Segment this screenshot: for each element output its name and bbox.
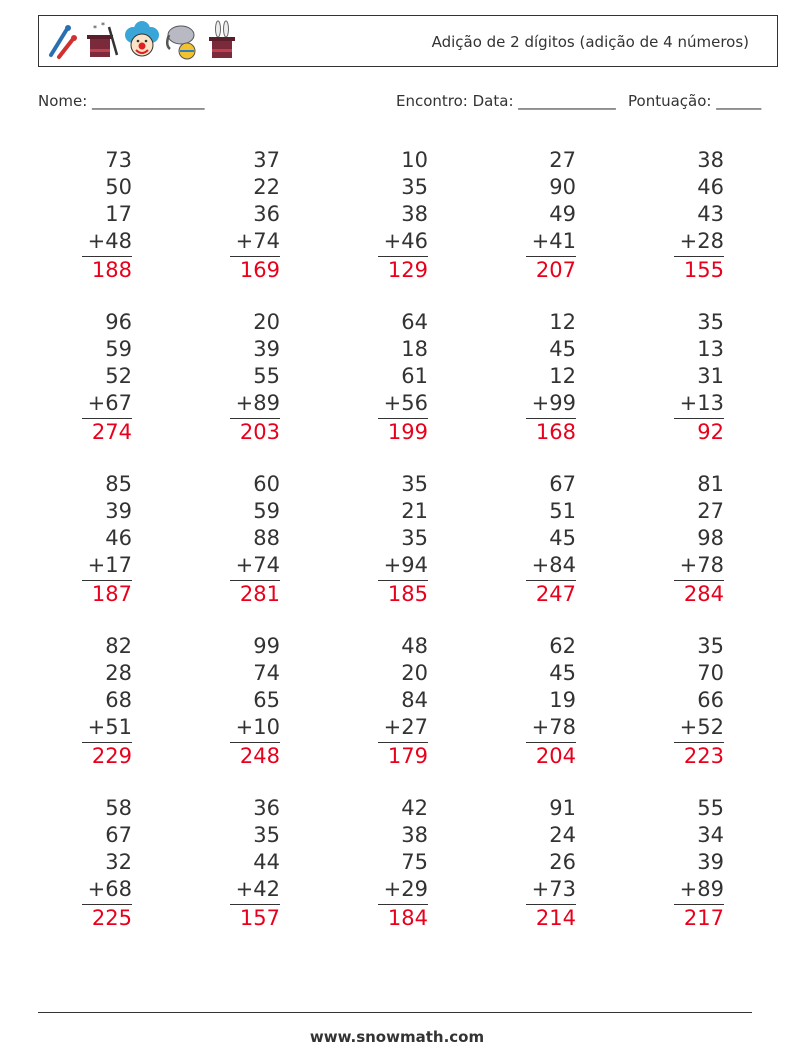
addition-problem: [62, 471, 132, 607]
addend: 64: [401, 310, 428, 334]
addend: 49: [549, 202, 576, 226]
svg-text:*: *: [93, 24, 97, 33]
addend: 55: [253, 364, 280, 388]
last-addend: +99: [531, 391, 576, 415]
addition-problem: [62, 633, 132, 769]
last-addend: +84: [531, 553, 576, 577]
answer: 155: [683, 258, 724, 282]
last-addend: +29: [383, 877, 428, 901]
addition-problem: [506, 633, 576, 769]
addend: 21: [401, 499, 428, 523]
addend: 35: [401, 175, 428, 199]
addend: 12: [549, 364, 576, 388]
addend: 35: [697, 310, 724, 334]
addition-problem: [654, 147, 724, 283]
addend: 68: [105, 688, 132, 712]
addend: 46: [697, 175, 724, 199]
last-addend: +78: [531, 715, 576, 739]
addend: 55: [697, 796, 724, 820]
addend: 58: [105, 796, 132, 820]
addend: 96: [105, 310, 132, 334]
addend: 36: [253, 796, 280, 820]
addend: 82: [105, 634, 132, 658]
addition-problem: [358, 633, 428, 769]
juggling-clubs-icon: [45, 19, 79, 63]
addition-problem: [654, 471, 724, 607]
addition-problem: [210, 309, 280, 445]
addend: 62: [549, 634, 576, 658]
addend: 38: [401, 823, 428, 847]
answer: 284: [683, 582, 724, 606]
elephant-ball-icon: [165, 19, 199, 63]
addition-problem: [506, 309, 576, 445]
addend: 20: [253, 310, 280, 334]
addend: 13: [697, 337, 724, 361]
addend: 90: [549, 175, 576, 199]
addend: 12: [549, 310, 576, 334]
addend: 28: [105, 661, 132, 685]
addend: 65: [253, 688, 280, 712]
addition-problem: [62, 147, 132, 283]
addend: 20: [401, 661, 428, 685]
addend: 45: [549, 661, 576, 685]
answer: 169: [239, 258, 280, 282]
addend: 73: [105, 148, 132, 172]
footer-divider: [38, 1012, 752, 1013]
answer: 185: [387, 582, 428, 606]
last-addend: +74: [235, 229, 280, 253]
answer: 248: [239, 744, 280, 768]
addition-problem: [358, 309, 428, 445]
last-addend: +42: [235, 877, 280, 901]
answer: 199: [387, 420, 428, 444]
addend: 59: [105, 337, 132, 361]
answer: 217: [683, 906, 724, 930]
answer: 179: [387, 744, 428, 768]
last-addend: +78: [679, 553, 724, 577]
answer: 168: [535, 420, 576, 444]
addend: 46: [105, 526, 132, 550]
last-addend: +13: [679, 391, 724, 415]
addition-problem: [506, 795, 576, 931]
addition-problem: [210, 147, 280, 283]
addition-problem: [358, 147, 428, 283]
addition-problem: [506, 471, 576, 607]
last-addend: +46: [383, 229, 428, 253]
addend: 39: [253, 337, 280, 361]
addend: 81: [697, 472, 724, 496]
header-icons: [45, 19, 239, 63]
answer: 203: [239, 420, 280, 444]
answer: 157: [239, 906, 280, 930]
addend: 66: [697, 688, 724, 712]
answer: 207: [535, 258, 576, 282]
addend: 22: [253, 175, 280, 199]
last-addend: +48: [87, 229, 132, 253]
last-addend: +67: [87, 391, 132, 415]
rabbit-hat-icon: [205, 19, 239, 63]
addend: 52: [105, 364, 132, 388]
footer-site: www.snowmath.com: [309, 1028, 485, 1046]
addend: 50: [105, 175, 132, 199]
name-field: Nome: _______________: [38, 92, 205, 110]
last-addend: +10: [235, 715, 280, 739]
last-addend: +89: [235, 391, 280, 415]
last-addend: +41: [531, 229, 576, 253]
addition-problem: [506, 147, 576, 283]
addend: 35: [253, 823, 280, 847]
addition-problem: [210, 633, 280, 769]
addend: 35: [697, 634, 724, 658]
clown-face-icon: [125, 19, 159, 63]
addition-problem: [210, 471, 280, 607]
last-addend: +89: [679, 877, 724, 901]
addition-problem: [210, 795, 280, 931]
addend: 42: [401, 796, 428, 820]
addition-problem: [358, 795, 428, 931]
addition-problem: [654, 633, 724, 769]
answer: 247: [535, 582, 576, 606]
addend: 45: [549, 526, 576, 550]
last-addend: +17: [87, 553, 132, 577]
addend: 51: [549, 499, 576, 523]
addend: 67: [105, 823, 132, 847]
last-addend: +73: [531, 877, 576, 901]
meeting-date-field: Encontro: Data: _____________: [396, 92, 616, 110]
addition-problem: [62, 795, 132, 931]
addend: 70: [697, 661, 724, 685]
addend: 74: [253, 661, 280, 685]
addend: 38: [697, 148, 724, 172]
addend: 99: [253, 634, 280, 658]
addend: 26: [549, 850, 576, 874]
addend: 24: [549, 823, 576, 847]
addition-problem: [654, 309, 724, 445]
answer: 229: [91, 744, 132, 768]
addend: 45: [549, 337, 576, 361]
last-addend: +68: [87, 877, 132, 901]
addend: 75: [401, 850, 428, 874]
score-field: Pontuação: ______: [628, 92, 762, 110]
addend: 38: [401, 202, 428, 226]
addend: 17: [105, 202, 132, 226]
addend: 88: [253, 526, 280, 550]
answer: 92: [697, 420, 724, 444]
addition-problem: [358, 471, 428, 607]
answer: 184: [387, 906, 428, 930]
header-box: [38, 15, 778, 67]
answer: 223: [683, 744, 724, 768]
addend: 27: [697, 499, 724, 523]
addend: 35: [401, 472, 428, 496]
addend: 19: [549, 688, 576, 712]
addend: 35: [401, 526, 428, 550]
addend: 91: [549, 796, 576, 820]
last-addend: +56: [383, 391, 428, 415]
worksheet-title: Adição de 2 dígitos (adição de 4 números): [431, 33, 749, 51]
answer: 225: [91, 906, 132, 930]
addend: 59: [253, 499, 280, 523]
addend: 37: [253, 148, 280, 172]
last-addend: +74: [235, 553, 280, 577]
answer: 204: [535, 744, 576, 768]
last-addend: +52: [679, 715, 724, 739]
addend: 10: [401, 148, 428, 172]
addend: 85: [105, 472, 132, 496]
addend: 43: [697, 202, 724, 226]
magic-hat-wand-icon: [85, 19, 119, 63]
last-addend: +94: [383, 553, 428, 577]
answer: 281: [239, 582, 280, 606]
svg-text:*: *: [101, 21, 105, 30]
addend: 34: [697, 823, 724, 847]
addend: 36: [253, 202, 280, 226]
addend: 48: [401, 634, 428, 658]
answer: 214: [535, 906, 576, 930]
addend: 27: [549, 148, 576, 172]
addend: 60: [253, 472, 280, 496]
addend: 39: [105, 499, 132, 523]
last-addend: +28: [679, 229, 724, 253]
addend: 18: [401, 337, 428, 361]
addend: 67: [549, 472, 576, 496]
last-addend: +51: [87, 715, 132, 739]
addition-problem: [654, 795, 724, 931]
last-addend: +27: [383, 715, 428, 739]
answer: 188: [91, 258, 132, 282]
addend: 31: [697, 364, 724, 388]
addend: 44: [253, 850, 280, 874]
answer: 187: [91, 582, 132, 606]
addend: 84: [401, 688, 428, 712]
addend: 61: [401, 364, 428, 388]
addend: 32: [105, 850, 132, 874]
answer: 129: [387, 258, 428, 282]
addend: 98: [697, 526, 724, 550]
addition-problem: [62, 309, 132, 445]
answer: 274: [91, 420, 132, 444]
addend: 39: [697, 850, 724, 874]
